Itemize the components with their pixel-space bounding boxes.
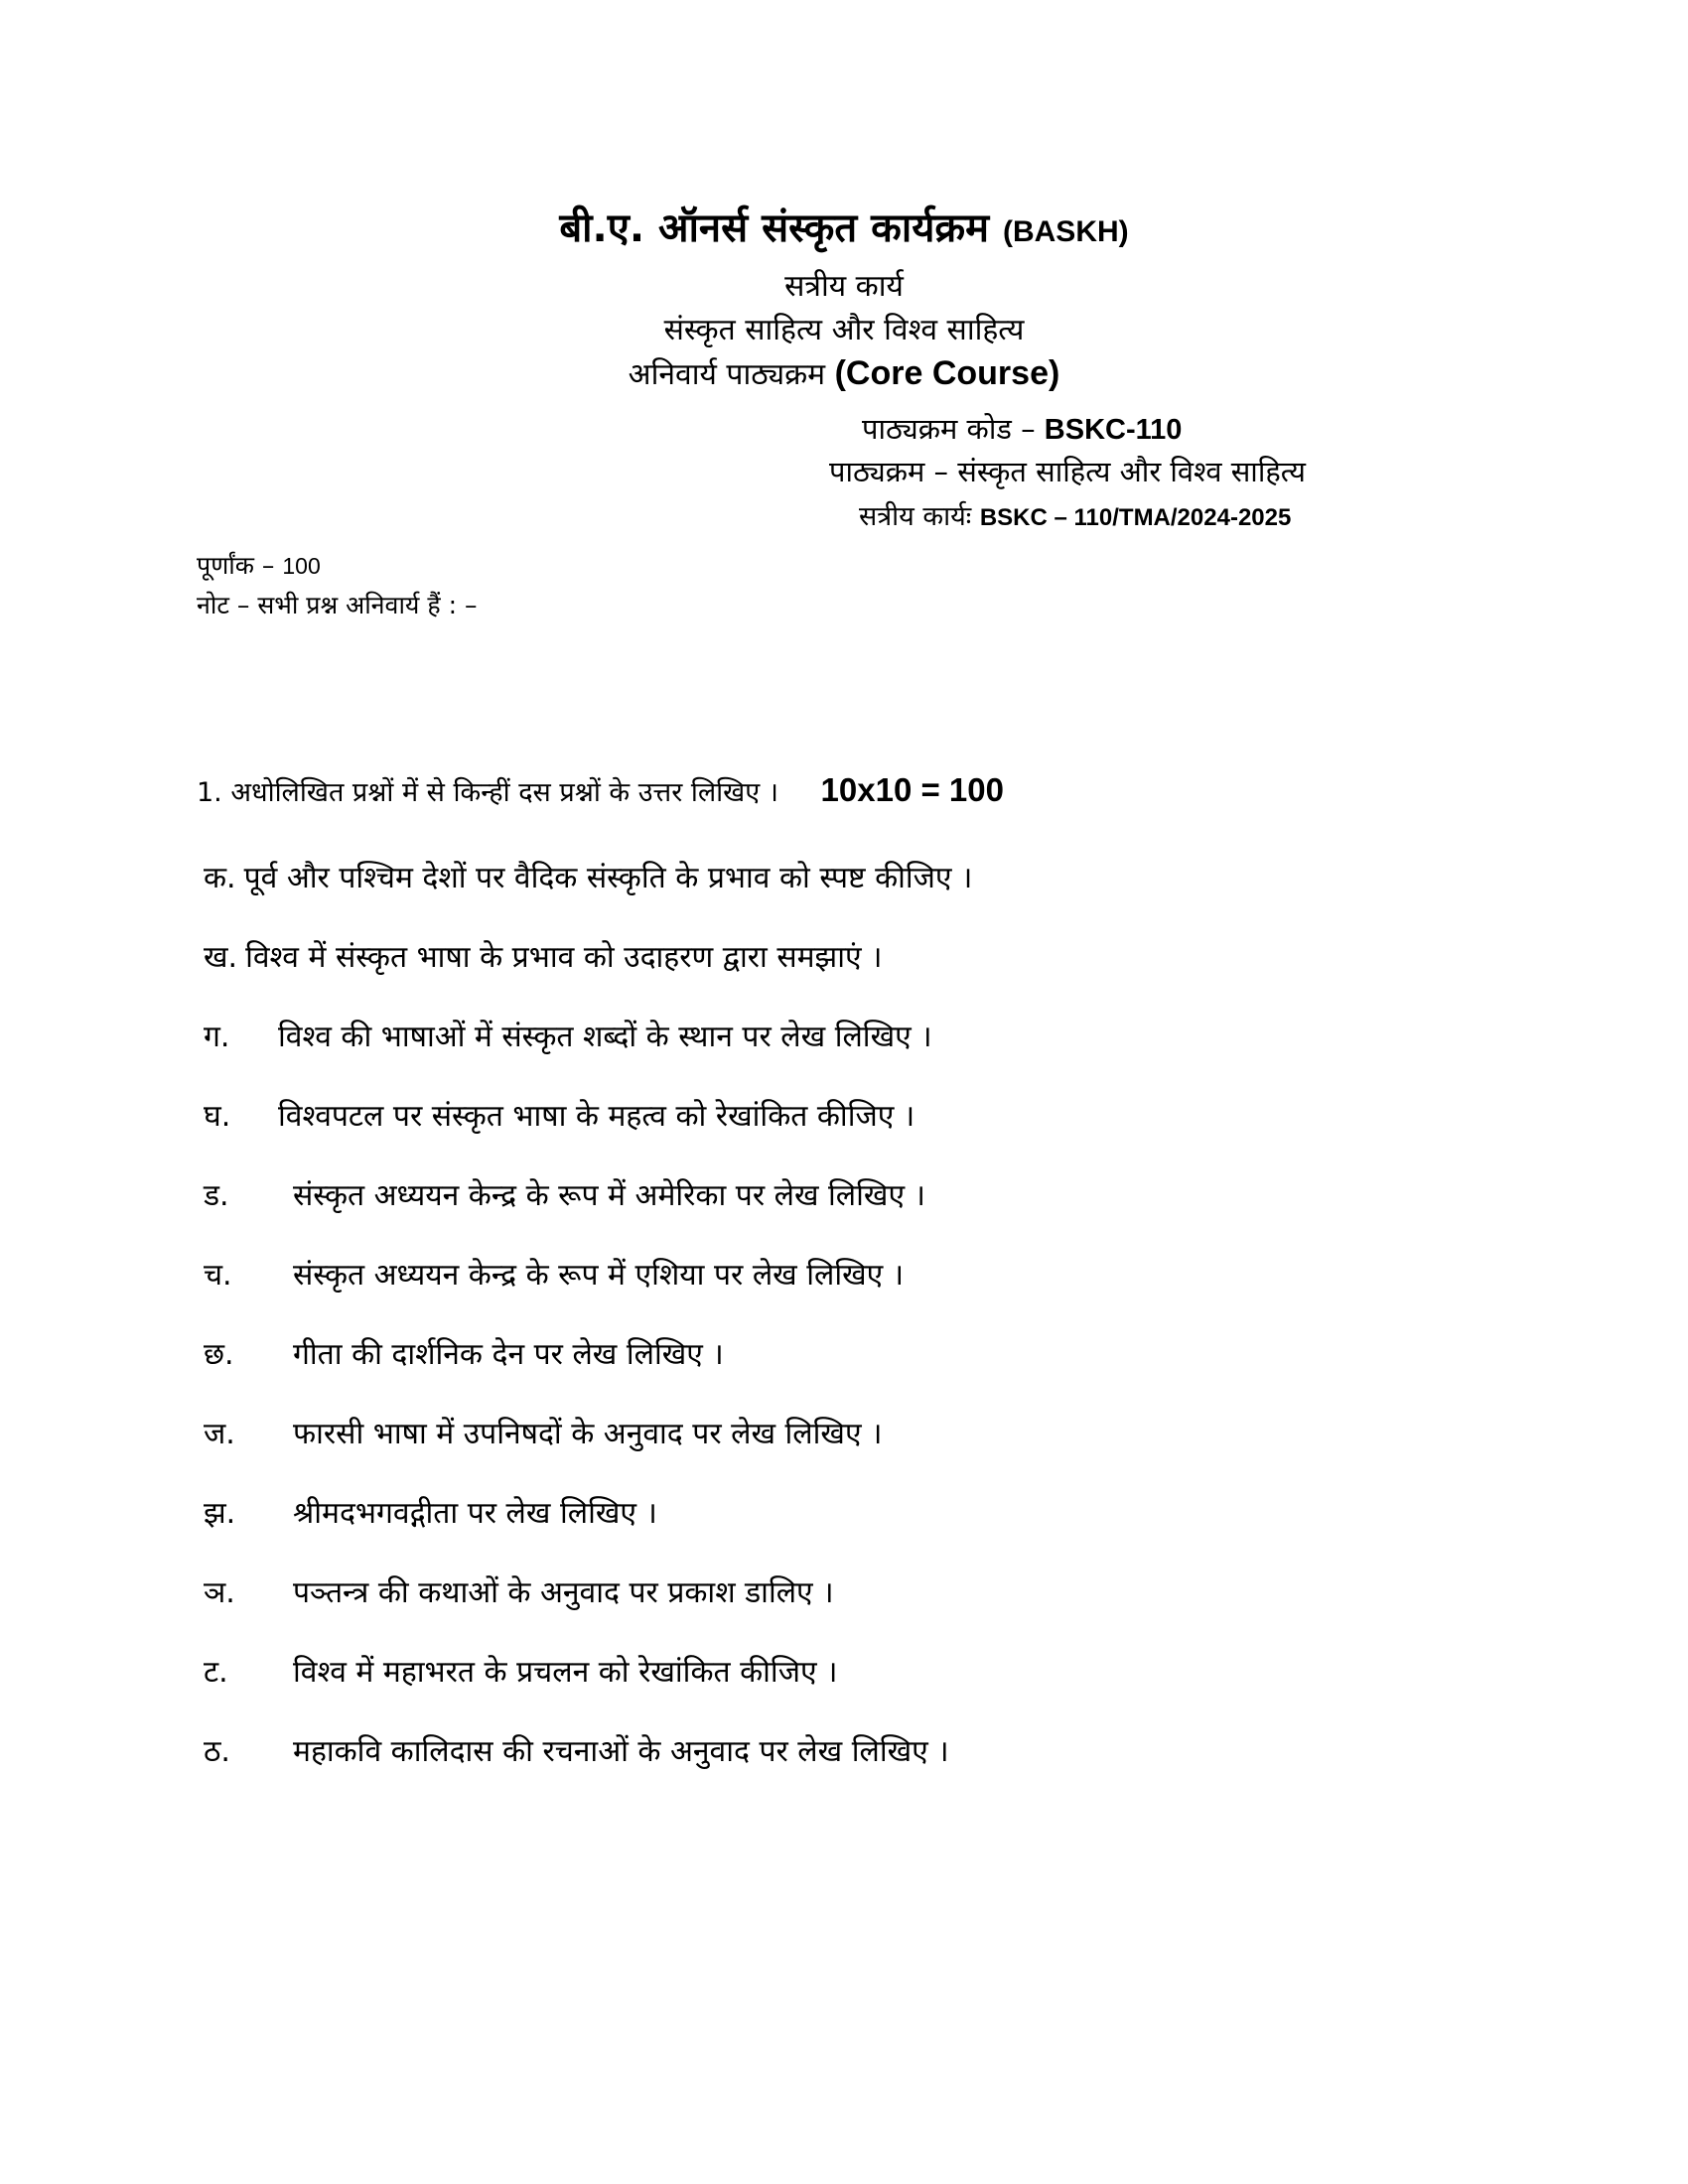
question-item-label: ट.	[204, 1655, 228, 1690]
course-code-line	[862, 409, 1182, 448]
question-item-label: घ.	[204, 1099, 231, 1134]
question-item-text: संस्कृत अध्ययन केन्द्र के रूप में एशिया पर लेख लिखिए ।	[293, 1258, 905, 1293]
tma-code: BSKC – 110/TMA/2024-2025	[979, 504, 1292, 531]
question-item	[204, 1094, 914, 1135]
question-item-text: श्रीमदभगवद्गीता पर लेख लिखिए ।	[293, 1496, 657, 1531]
question-item-text: गीता की दार्शनिक देन पर लेख लिखिए ।	[293, 1337, 724, 1372]
question-instruction: 1. अधोलिखित प्रश्नों में से किन्हीं दस प्रश्नों के उत्तर लिखिए ।	[197, 777, 778, 808]
question-item-label: क.	[204, 861, 236, 895]
title-hindi: बी.ए. ऑनर्स संस्कृत कार्यक्रम	[559, 205, 990, 251]
question-item-text: महाकवि कालिदास की रचनाओं के अनुवाद पर लेख लिखिए ।	[293, 1734, 949, 1769]
question-item-text: पञ्तन्त्र की कथाओं के अनुवाद पर प्रकाश डालिए ।	[293, 1575, 834, 1610]
question-item-label: ग.	[204, 1020, 230, 1054]
document-title	[0, 199, 1688, 253]
question-item-label: ठ.	[204, 1734, 230, 1769]
question-item-label: च.	[204, 1258, 232, 1293]
course-code: BSKC-110	[1044, 414, 1183, 446]
question-item	[204, 1253, 904, 1294]
course-type-english: (Core Course)	[834, 354, 1060, 392]
question-item-label: झ.	[204, 1496, 236, 1531]
question-item-text: विश्व में महाभरत के प्रचलन को रेखांकित कीजिए ।	[293, 1655, 838, 1690]
tma-line	[859, 496, 1291, 533]
total-marks	[197, 548, 321, 582]
title-code: (BASKH)	[1002, 215, 1129, 248]
question-item-label: ञ.	[204, 1575, 235, 1610]
course-type-hindi: अनिवार्य पाठ्यक्रम	[628, 357, 826, 392]
question-item-text: संस्कृत अध्ययन केन्द्र के रूप में अमेरिका पर लेख लिखिए ।	[293, 1178, 925, 1213]
course-code-label: पाठ्यक्रम कोड –	[862, 412, 1036, 446]
question-item	[204, 1729, 949, 1770]
question-item	[204, 1570, 834, 1611]
question-item-text: विश्वपटल पर संस्कृत भाषा के महत्व को रेखांकित कीजिए ।	[278, 1099, 915, 1134]
question-item	[204, 1412, 882, 1452]
note: नोट – सभी प्रश्न अनिवार्य हैं : –	[197, 591, 478, 619]
question-item-text: फारसी भाषा में उपनिषदों के अनुवाद पर लेख लिखिए ।	[293, 1417, 883, 1451]
marks-label: पूर्णांक –	[197, 551, 275, 580]
course-type	[0, 352, 1688, 393]
question-marks: 10x10 = 100	[820, 771, 1004, 808]
question-instruction-line	[197, 771, 1004, 809]
question-item	[204, 1015, 932, 1055]
question-item-text: विश्व की भाषाओं में संस्कृत शब्दों के स्थान पर लेख लिखिए ।	[278, 1020, 932, 1054]
question-item	[204, 935, 883, 976]
question-item	[204, 1491, 657, 1532]
question-item-text: विश्व में संस्कृत भाषा के प्रभाव को उदाहरण द्वारा समझाएं ।	[245, 940, 883, 975]
question-item-label: ख.	[204, 940, 238, 975]
question-item-text: पूर्व और पश्चिम देशों पर वैदिक संस्कृति के प्रभाव को स्पष्ट कीजिए ।	[243, 861, 973, 895]
question-item-label: ड.	[204, 1178, 229, 1213]
question-item	[204, 1173, 925, 1214]
marks-value: 100	[282, 553, 321, 579]
subject-title: संस्कृत साहित्य और विश्व साहित्य	[663, 313, 1025, 347]
question-item-label: ज.	[204, 1417, 235, 1451]
assignment-subtitle: सत्रीय कार्य	[784, 269, 904, 304]
question-item	[204, 1332, 724, 1373]
question-item	[204, 1650, 837, 1691]
tma-label: सत्रीय कार्यः	[859, 501, 972, 532]
question-item-label: छ.	[204, 1337, 234, 1372]
question-item	[204, 856, 972, 896]
course-name: पाठ्यक्रम – संस्कृत साहित्य और विश्व साहित्य	[829, 455, 1306, 488]
